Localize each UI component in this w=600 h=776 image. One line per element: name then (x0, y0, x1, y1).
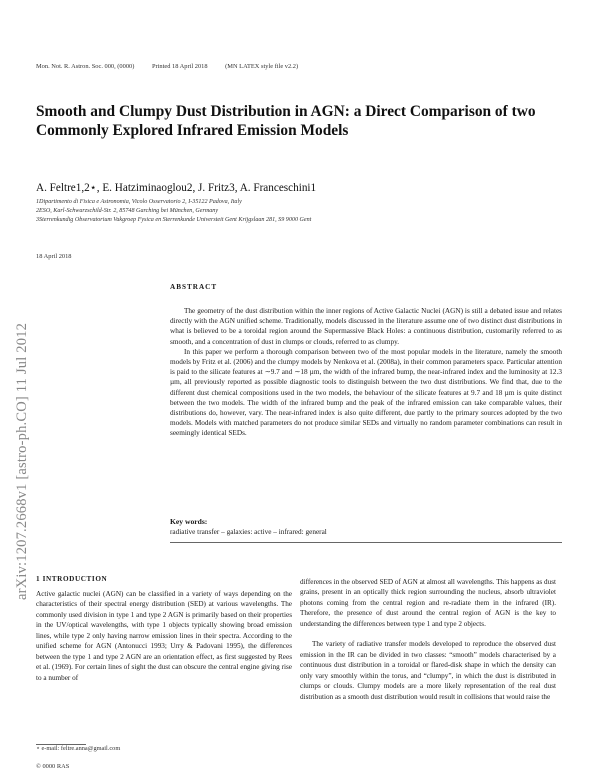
footnote-email: ⋆ e-mail: feltre.anna@gmail.com (36, 745, 121, 752)
received-date: 18 April 2018 (36, 253, 72, 260)
abstract-paragraph: The geometry of the dust distribution within the inner regions of Active Galactic Nuclei (AGN) is still a debated issue and relates directly with the AGN unified scheme. Traditionally, models discussed in the literature assume one of two distinct dust distributions in what is believed to be a toroidal region around the Supermassive Black Holes: a continuous distribution, customarily referred to as smooth, and a concentration of dust in clumps or clouds, referred to as clumpy. (170, 307, 562, 346)
abstract-paragraph: In this paper we perform a thorough comparison between two of the most popular models in the literature, namely the smooth models by Fritz et al. (2006) and the clumpy models by Nenkova et al. (2008a), in their common parameters space. Particular attention is paid to the silicate features at ∼9.7 and ∼18 µm, the width of the infrared bump, the near-infrared index and the luminosity at 12.3 µm, all previously reported as possible diagnostic tools to distinguish between the two dust distributions. We find that, due to the different dust chemical compositions used in the two models, the behaviour of the silicate features at 9.7 and 18 µm is quite distinct between the two models. The width of the infrared bump and the peak of the infrared emission can take comparable values, their distributions do, however, vary. The near-infrared index is also quite different, due partly to the primary sources adopted by the two models. Models with matched parameters do not produce similar SEDs and virtually no random parameter combinations can result in seemingly identical SEDs. (170, 347, 562, 438)
keywords-heading: Key words: (170, 517, 208, 526)
journal-ref: Mon. Not. R. Astron. Soc. 000, (0000) (36, 63, 135, 70)
running-header (36, 63, 314, 70)
body-paragraph: differences in the observed SED of AGN at almost all wavelengths. This happens as dust grains, present in an optically thick region surrounding the nucleus, absorb ultraviolet photons coming from the central region and re-radiate them in the infrared (IR). Therefore, the presence of dust around the central region of AGN is the key to understanding the differences between type 1 and type 2 objects. (300, 578, 556, 628)
abstract-heading: ABSTRACT (170, 283, 218, 291)
arxiv-id: arXiv:1207.2668v1 [astro-ph.CO] 11 Jul 2012 (14, 322, 30, 600)
copyright-footer: © 0000 RAS (36, 763, 70, 770)
arxiv-sidebar (8, 170, 42, 600)
abstract-body (170, 306, 562, 439)
left-column (36, 589, 292, 683)
author-list: A. Feltre1,2⋆, E. Hatziminaoglou2, J. Fritz3, A. Franceschini1 (36, 182, 317, 194)
affiliation-1: 1Dipartimento di Fisica e Astronomia, Vicolo Osservatorio 2, I-35122 Padova, Italy (36, 199, 242, 205)
affiliation-2: 2ESO, Karl-Schwarzschild-Str. 2, 85748 Garching bei München, Germany (36, 208, 219, 214)
body-paragraph: Active galactic nuclei (AGN) can be classified in a variety of ways depending on the characteristics of their spectral energy distribution (SED) at various wavelengths. The commonly used division in type 1 and type 2 AGN is primarily based on their properties in the UV/optical wavelengths, with type 1 objects typically showing broad emission lines, while type 2 only having narrow emission lines in their spectra. According to the unified scheme for AGN (Antonucci 1993; Urry & Padovani 1995), the differences between the type 1 and type 2 AGN are an orientation effect, as first suggested by Rees et al. (1969). For certain lines of sight the dust can obscure the central engine giving rise to a number of (36, 590, 292, 682)
keywords-text: radiative transfer – galaxies: active – infrared: general (170, 528, 327, 536)
affiliation-3: 3Sterrenkundig Observatorium Vakgroep Fysica en Sterrenkunde Universteit Gent Krijgslaan 281, S9 9000 Gent (36, 217, 312, 223)
section-heading-introduction: 1 INTRODUCTION (36, 575, 108, 583)
paper-title: Smooth and Clumpy Dust Distribution in AGN: a Direct Comparison of two Commonly Explored Infrared Emission Models (36, 103, 536, 139)
style-file: (MN LATEX style file v2.2) (225, 63, 299, 70)
right-column (300, 577, 556, 702)
abstract-rule (170, 542, 562, 543)
body-paragraph: The variety of radiative transfer models developed to reproduce the observed dust emission in the IR can be divided in two classes: “smooth” models characterised by a continuous dust distribution in a toroidal or flared-disk shape in which the density can only vary smoothly within the torus, and “clumpy”, in which the dust is distributed in clumps or clouds. Clumpy models are a more likely representation of the real dust distribution as a smooth dust distribution would result in collisions that would raise the (300, 640, 556, 701)
printed-date: Printed 18 April 2018 (151, 63, 208, 70)
